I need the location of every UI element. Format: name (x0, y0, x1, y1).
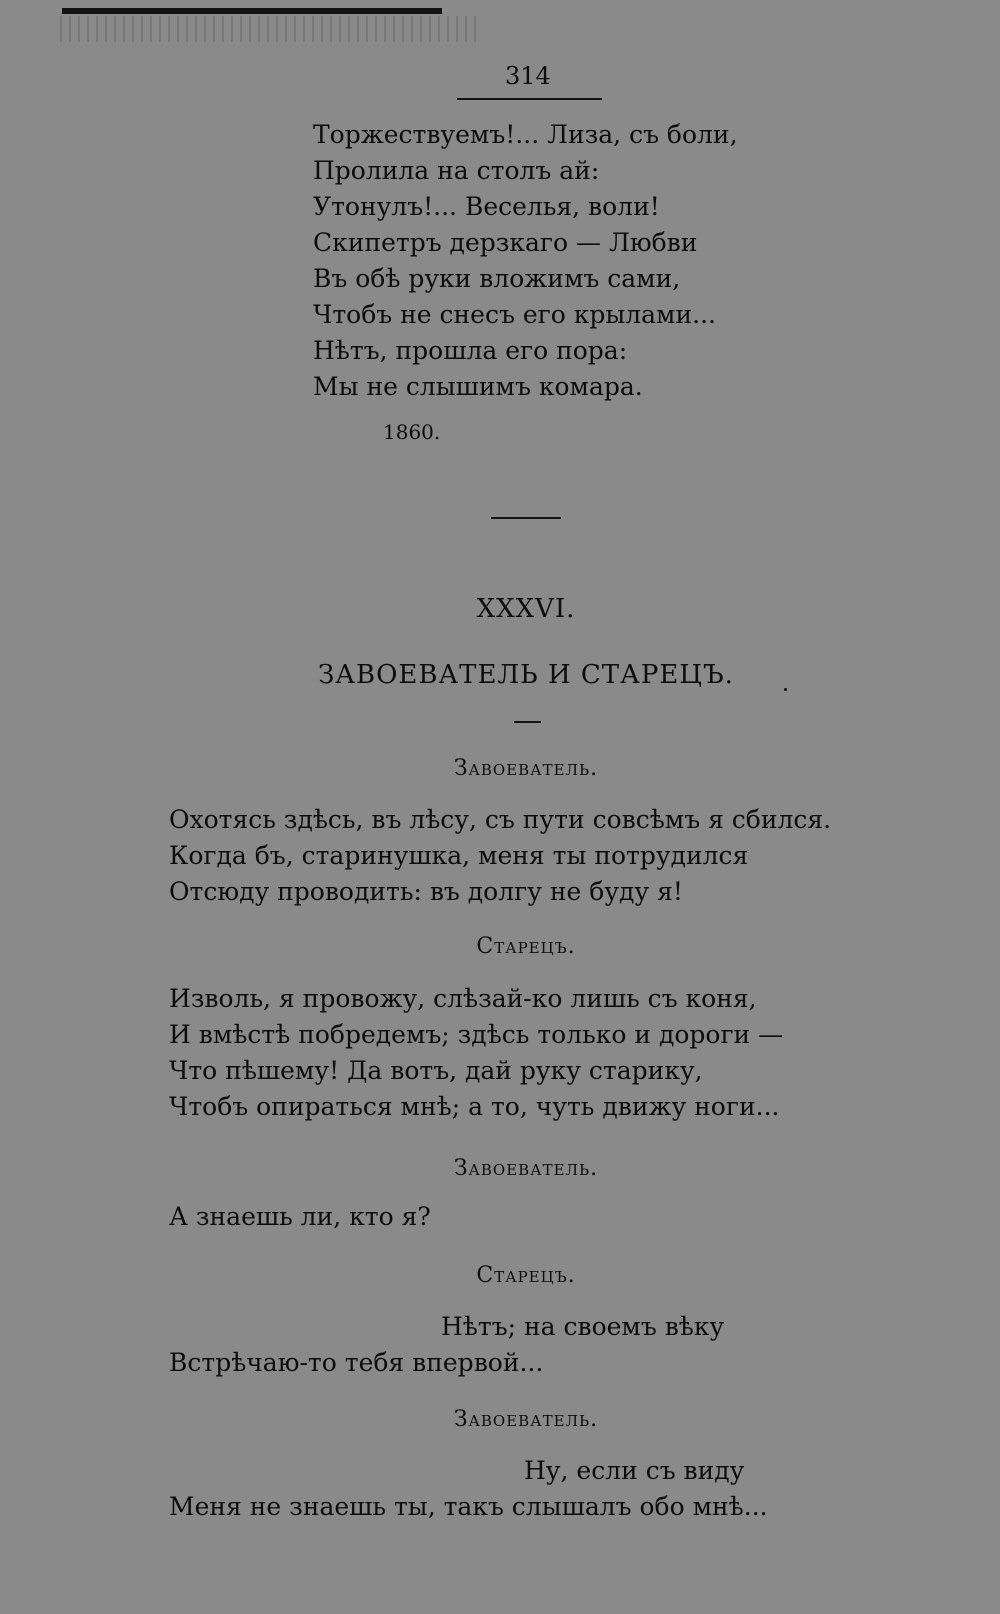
poem-line: Торжествуемъ!... Лиза, съ боли, (313, 120, 738, 149)
poem-line: Чтобъ не снесъ его крылами... (313, 300, 716, 329)
verse-line: Нѣтъ; на своемъ вѣку (441, 1312, 725, 1341)
speaker-label: Завоеватель. (453, 1407, 599, 1432)
poem-line: Пролила на столъ ай: (313, 156, 600, 185)
section-divider (491, 517, 561, 519)
poem-line: Въ обѣ руки вложимъ сами, (313, 264, 681, 293)
verse-line: Отсюду проводить: въ долгу не буду я! (169, 877, 683, 906)
dialogue-verse (169, 1199, 431, 1235)
speaker-label: Старецъ. (476, 1263, 576, 1288)
dialogue-verse (169, 802, 831, 910)
section-number: XXXVI. (476, 594, 576, 624)
scan-noise (60, 16, 480, 42)
dialogue-verse (169, 1453, 768, 1525)
poem-line: Утонулъ!... Веселья, воли! (313, 192, 660, 221)
speaker-label: Завоеватель. (453, 1156, 599, 1181)
verse-line: Изволь, я провожу, слѣзай-ко лишь съ коня, (169, 984, 757, 1013)
poem-line: Нѣтъ, прошла его пора: (313, 336, 628, 365)
dialogue-verse (169, 1309, 724, 1381)
speaker-label: Завоеватель. (453, 756, 599, 781)
verse-line: Чтобъ опираться мнѣ; а то, чуть движу ноги... (169, 1092, 780, 1121)
poem-line: Скипетръ дерзкаго — Любви (313, 228, 698, 257)
verse-line: И вмѣстѣ побредемъ; здѣсь только и дороги — (169, 1020, 784, 1049)
title-dash (514, 721, 541, 723)
verse-line: Что пѣшему! Да вотъ, дай руку старику, (169, 1056, 703, 1085)
dialogue-verse (169, 981, 783, 1125)
verse-line: Ну, если съ виду (524, 1456, 745, 1485)
verse-line: Встрѣчаю-то тебя впервой... (169, 1348, 544, 1377)
scan-edge-mark (62, 8, 442, 14)
verse-line: А знаешь ли, кто я? (169, 1202, 431, 1231)
verse-line: Когда бъ, старинушка, меня ты потрудился (169, 841, 749, 870)
page-number: 314 (505, 62, 551, 90)
poem-ending (313, 117, 738, 405)
speaker-label: Старецъ. (476, 934, 576, 959)
stray-print-dot (784, 688, 787, 691)
verse-line: Охотясь здѣсь, въ лѣсу, съ пути совсѣмъ я сбился. (169, 805, 832, 834)
section-title: ЗАВОЕВАТЕЛЬ И СТАРЕЦЪ. (318, 660, 734, 690)
page-number-rule (457, 98, 602, 100)
poem-year: 1860. (383, 420, 441, 444)
verse-line: Меня не знаешь ты, такъ слышалъ обо мнѣ... (169, 1492, 768, 1521)
poem-line: Мы не слышимъ комара. (313, 372, 643, 401)
